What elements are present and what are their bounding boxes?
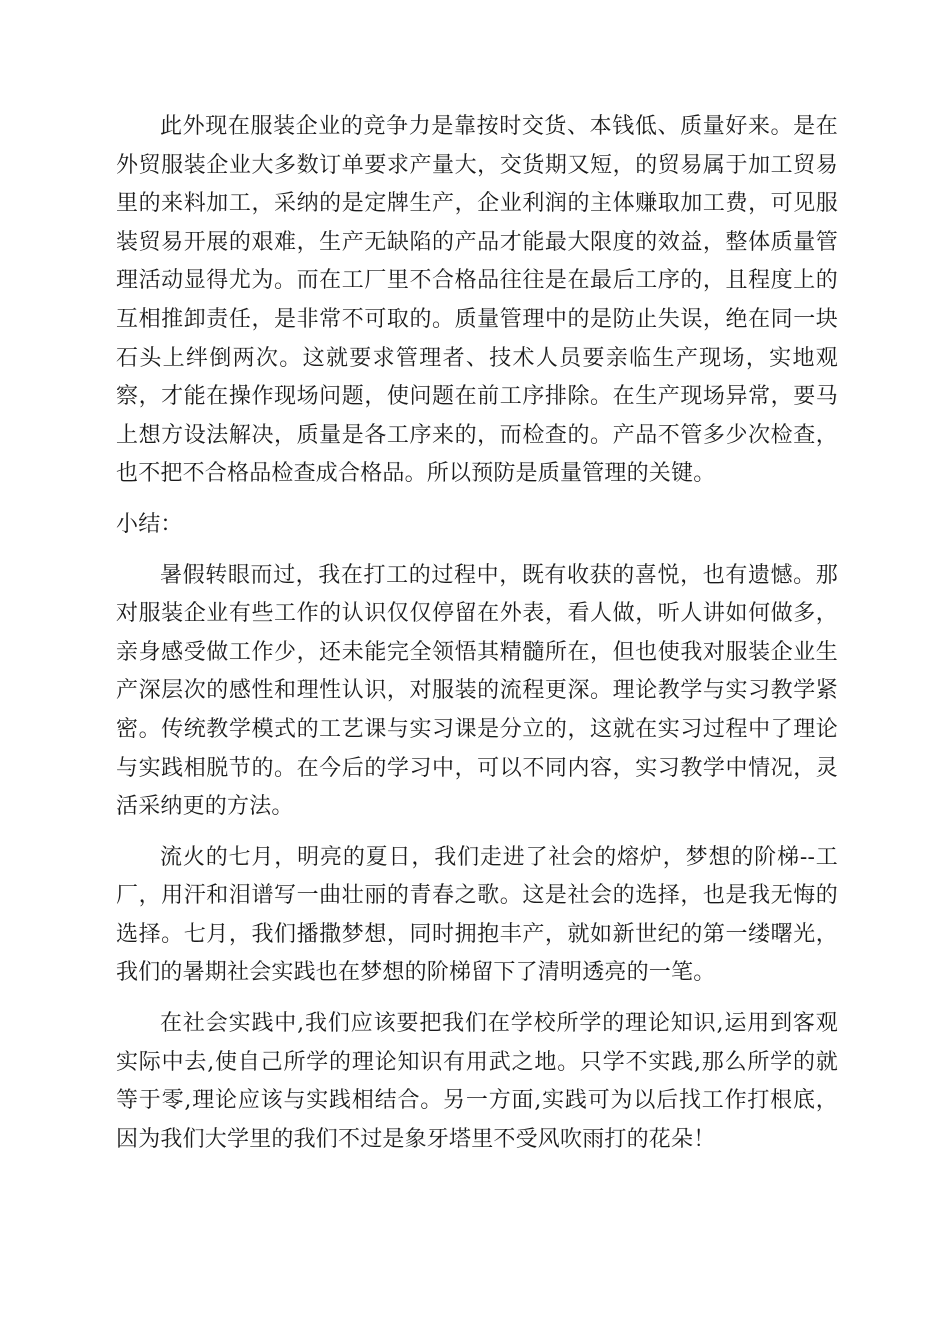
paragraph-july-practice: 流火的七月，明亮的夏日，我们走进了社会的熔炉，梦想的阶梯--工厂，用汗和泪谱写一曲壮丽的青春之歌。这是社会的选择，也是我无悔的选择。七月，我们播撒梦想，同时拥抱丰产，就如新世纪的第一缕曙光，我们的暑期社会实践也在梦想的阶梯留下了清明透亮的一笔。 — [116, 844, 838, 986]
document-body — [116, 108, 838, 1159]
paragraph-theory-practice: 在社会实践中,我们应该要把我们在学校所学的理论知识,运用到客观实际中去,使自己所学的理论知识有用武之地。只学不实践,那么所学的就等于零,理论应该与实践相结合。另一方面,实践可为以后找工作打根底，因为我们大学里的我们不过是象牙塔里不受风吹雨打的花朵！ — [116, 1011, 838, 1152]
paragraph-quality-management: 此外现在服装企业的竞争力是靠按时交货、本钱低、质量好来。是在外贸服装企业大多数订单要求产量大，交货期又短，的贸易属于加工贸易里的来料加工，采纳的是定牌生产，企业利润的主体赚取加工费，可见服装贸易开展的艰难，生产无缺陷的产品才能最大限度的效益，整体质量管理活动显得尤为。而在工厂里不合格品往往是在最后工序的，且程度上的互相推卸责任，是非常不可取的。质量管理中的是防止失误，绝在同一块石头上绊倒两次。这就要求管理者、技术人员要亲临生产现场，实地观察，才能在操作现场问题，使问题在前工序排除。在生产现场异常，要马上想方设法解决，质量是各工序来的，而检查的。产品不管多少次检查，也不把不合格品检查成合格品。所以预防是质量管理的关键。 — [116, 114, 838, 487]
paragraph-summary-heading: 小结： — [116, 511, 183, 537]
paragraph-summer-reflection: 暑假转眼而过，我在打工的过程中，既有收获的喜悦，也有遗憾。那对服装企业有些工作的认识仅仅停留在外表，看人做，听人讲如何做多，亲身感受做工作少，还未能完全领悟其精髓所在，但也使我对服装企业生产深层次的感性和理性认识，对服装的流程更深。理论教学与实习教学紧密。传统教学模式的工艺课与实习课是分立的，这就在实习过程中了理论与实践相脱节的。在今后的学习中，可以不同内容，实习教学中情况，灵活采纳更的方法。 — [116, 562, 838, 820]
